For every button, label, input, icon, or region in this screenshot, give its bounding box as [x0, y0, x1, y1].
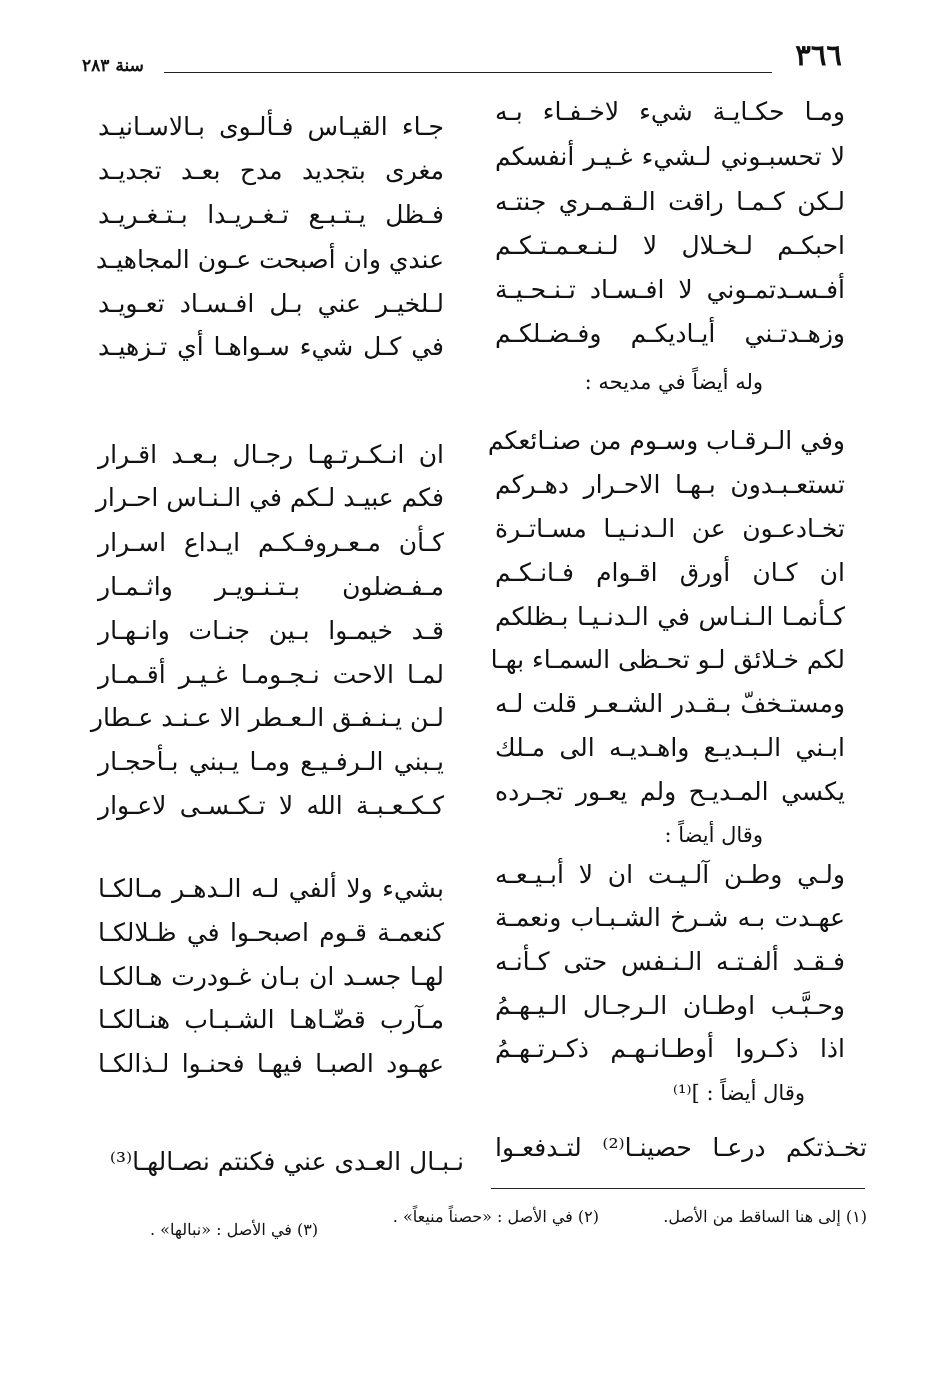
verse-left: لهـا جسـد ان بـان غـودرت هـالكـا	[98, 962, 444, 991]
verse-left: يـبني الـرفـيـع ومـا يـبني بـأحجـار	[98, 747, 444, 776]
page-number: ٣٦٦	[795, 38, 842, 72]
verse-left: نـبـال العـدى عني فكنتم نصـالهـا⁽³⁾	[109, 1147, 464, 1176]
header-rule	[164, 72, 772, 73]
verse-right: ولـي وطـن آلـيـت ان لا أبـيـعـه	[495, 860, 845, 889]
verse-left: لـن يـنـفـق الـعـطر الا عـنـد عـطار	[90, 703, 444, 732]
footnote: (٣) في الأصل : «نبالها» .	[150, 1220, 319, 1239]
verse-left: مـآرب قضّـاهـا الشـبـاب هنـالكـا	[98, 1005, 444, 1034]
section-intro: وله أيضاً في مديحه :	[584, 370, 763, 394]
verse-right: وزهـدتـني أيـاديكـم وفـضـلكـم	[495, 319, 845, 348]
verse-right: لا تحسبـوني لـشيء غـيـر أنفسكم	[495, 142, 845, 171]
verse-left: بشيء ولا ألفي لـه الـدهـر مـالكـا	[98, 874, 444, 903]
verse-right: أفـسـدتمـوني لا افـسـاد تـنـحـيـة	[495, 275, 845, 304]
verse-right: لـكن كـمـا راقت الـقـمـري جنتـه	[495, 187, 845, 216]
verse-left: كـأن مـعـروفـكـم ايـداع اسـرار	[98, 528, 444, 557]
footnote: (٢) في الأصل : «حصناً منيعاً» .	[392, 1207, 599, 1226]
verse-right: ومستـخفّ بـقـدر الشـعـر قلت لـه	[495, 689, 845, 718]
verse-left: فكم عبيـد لـكم في الـنـاس احـرار	[95, 483, 444, 512]
verse-left: لمـا الاحت نـجـومـا غـيـر أقـمـار	[98, 660, 444, 689]
verse-right: يكسي المـديـح ولم يعـور تجـرده	[495, 777, 845, 806]
verse-left: كـكـعـبـة الله لا تـكـسـى لاعـوار	[98, 791, 444, 820]
verse-right: كـأنمـا الـنـاس في الـدنـيـا بـظلكم	[495, 602, 845, 631]
verse-left: جـاء القيـاس فـألـوى بـالاسـانيـد	[98, 112, 444, 141]
verse-right: احبكـم لـخـلال لا لـنـعـمـتـكـم	[495, 231, 845, 260]
verse-right: ابـني الـبـديـع واهـديـه الى مـلك	[495, 733, 845, 762]
running-head-year: سنة ٢٨٣	[82, 56, 144, 76]
section-intro: وقال أيضاً :	[664, 823, 763, 847]
verse-right: ومـا حكـايـة شيء لاخـفـاء بـه	[495, 97, 845, 126]
verse-right: اذا ذكـروا أوطـانـهـم ذكـرتـهـمُ	[495, 1034, 845, 1063]
footnote-rule	[491, 1188, 865, 1189]
verse-left: مـفـضلون بـتـنـويـر واثـمـار	[98, 572, 444, 601]
verse-left: مغرى بتجديد مدح بعـد تجديـد	[98, 156, 444, 185]
verse-right: وفي الـرقـاب وسـوم من صنـائعكم	[487, 426, 845, 455]
verse-left: ان انـكـرتـهـا رجـال بـعـد اقـرار	[98, 440, 444, 469]
verse-right: لكم خـلائق لـو تحـظى السمـاء بهـا	[490, 645, 845, 674]
verse-right: فـقـد ألفـتـه الـنـفس حتى كـأنـه	[495, 947, 845, 976]
verse-left: قـد خيمـوا بـين جنـات وانـهـار	[98, 616, 444, 645]
verse-left: في كـل شيء سـواهـا أي تـزهيـد	[98, 332, 444, 361]
verse-right: تخـذتكم درعـا حصينـا⁽²⁾ لتـدفعـوا	[495, 1133, 867, 1162]
verse-right: تخـادعـون عن الـدنـيـا مسـاتـرة	[495, 514, 845, 543]
verse-right: عهـدت بـه شـرخ الشـبـاب ونعمـة	[495, 903, 845, 932]
page-header	[82, 38, 842, 78]
verse-left: كنعمـة قـوم اصبحـوا في ظـلالكـا	[98, 918, 444, 947]
verse-right: تستعـبـدون بـهـا الاحـرار دهـركم	[495, 470, 845, 499]
verse-left: عندي وان أصبحت عـون المجاهيـد	[95, 245, 444, 274]
section-intro: وقال أيضاً : ]⁽¹⁾	[672, 1081, 805, 1105]
verse-left: عهـود الصبـا فيهـا فحنـوا لـذالكـا	[98, 1049, 444, 1078]
verse-left: لـلخيـر عني بـل افـسـاد تعـويـد	[98, 289, 444, 318]
verse-right: وحـبَّـب اوطـان الـرجـال الـيـهـمُ	[495, 991, 845, 1020]
verse-right: ان كـان أورق اقـوام فـانـكـم	[495, 558, 845, 587]
verse-left: فـظل يـتـبـع تـغـريـدا بـتـغـريـد	[98, 200, 444, 229]
footnote: (١) إلى هنا الساقط من الأصل.	[663, 1207, 867, 1226]
